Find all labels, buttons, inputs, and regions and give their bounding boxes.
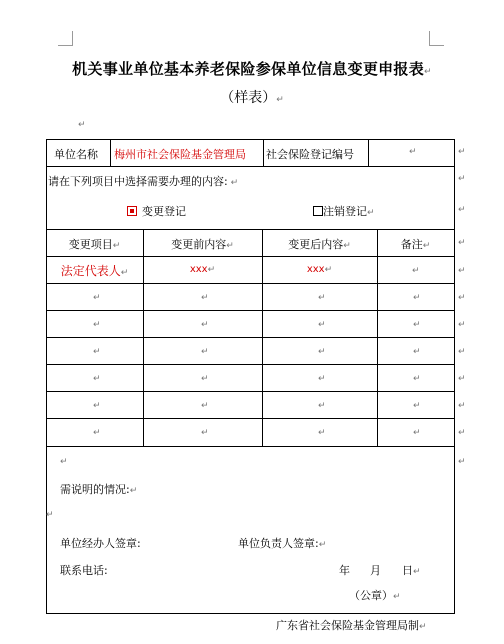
row-divider [46, 310, 455, 311]
cell-mark: ↵ [413, 320, 421, 330]
table-border-right [454, 139, 455, 614]
row-divider [46, 283, 455, 284]
footer-issuer: 广东省社会保险基金管理局制↵ [276, 619, 427, 632]
cell-mark: ↵ [93, 347, 101, 357]
cell-mark: ↵ [93, 428, 101, 438]
row-divider [46, 166, 455, 167]
change-registration-checkbox[interactable] [127, 206, 137, 216]
date-day: 日↵ [402, 564, 421, 577]
table-border-top [46, 139, 455, 140]
cell-mark: ↵ [318, 347, 326, 357]
paragraph-mark: ↵ [46, 510, 54, 520]
unit-name-label: 单位名称 [54, 148, 98, 161]
document-subtitle: （样表）↵ [220, 90, 284, 106]
col-divider [368, 139, 369, 167]
cell-mark: ↵ [413, 401, 421, 411]
cell-mark: ↵ [318, 401, 326, 411]
row-end-mark: ↵ [458, 457, 466, 467]
row-end-mark: ↵ [458, 205, 466, 215]
cell-mark: ↵ [93, 401, 101, 411]
unit-name-value: 梅州市社会保险基金管理局 [114, 148, 246, 161]
header-remarks: 备注↵ [400, 238, 431, 251]
row-divider [46, 364, 455, 365]
col-divider [110, 139, 111, 167]
cell-mark: ↵ [201, 293, 209, 303]
row-divider [46, 446, 455, 447]
paragraph-mark: ↵ [78, 120, 86, 130]
cancel-registration-checkbox[interactable] [313, 206, 323, 216]
cell-mark: ↵ [318, 320, 326, 330]
phone-label: 联系电话: [60, 564, 108, 577]
date-year: 年 [339, 564, 350, 577]
cell-mark: ↵ [409, 147, 417, 157]
row-end-mark: ↵ [458, 238, 466, 248]
cell-mark: ↵ [93, 374, 101, 384]
handler-sign-label: 单位经办人签章: [60, 537, 141, 550]
col-divider [377, 229, 378, 447]
table-border-bottom [46, 613, 455, 614]
row-end-mark: ↵ [458, 428, 466, 438]
cell-mark: ↵ [318, 428, 326, 438]
row-divider [46, 418, 455, 419]
row-end-mark: ↵ [458, 293, 466, 303]
cell-mark: ↵ [93, 293, 101, 303]
document-title: 机关事业单位基本养老保险参保单位信息变更申报表↵ [72, 60, 432, 78]
cell-mark: ↵ [201, 374, 209, 384]
official-seal-label: （公章）↵ [349, 589, 401, 602]
cell-mark: ↵ [318, 293, 326, 303]
change-registration-label: 变更登记 [142, 205, 186, 218]
row-divider [46, 256, 455, 257]
header-before-content: 变更前内容↵ [171, 238, 234, 251]
table-border-left [46, 139, 47, 614]
crop-mark-top-left [58, 31, 73, 46]
crop-mark-top-right [429, 31, 444, 46]
row-end-mark: ↵ [458, 320, 466, 330]
cell-mark: ↵ [413, 428, 421, 438]
row-divider [46, 391, 455, 392]
cell-mark: ↵ [413, 347, 421, 357]
cell-mark: ↵ [413, 374, 421, 384]
cell-mark: ↵ [413, 293, 421, 303]
header-after-content: 变更后内容↵ [288, 238, 351, 251]
cell-mark: ↵ [201, 428, 209, 438]
insurance-reg-label: 社会保险登记编号 [266, 148, 354, 161]
table-cell-remarks: ↵ [412, 266, 420, 276]
table-cell-after: xxx↵ [306, 264, 333, 275]
row-end-mark: ↵ [458, 347, 466, 357]
cancel-registration-label: 注销登记↵ [323, 205, 375, 218]
cell-mark: ↵ [201, 320, 209, 330]
cell-mark: ↵ [93, 320, 101, 330]
row-end-mark: ↵ [458, 147, 466, 157]
cell-mark: ↵ [201, 401, 209, 411]
cell-mark: ↵ [201, 347, 209, 357]
leader-sign-label: 单位负责人签章:↵ [238, 537, 327, 550]
col-divider [143, 229, 144, 447]
col-divider [262, 229, 263, 447]
paragraph-mark: ↵ [60, 457, 68, 467]
row-divider [46, 337, 455, 338]
row-end-mark: ↵ [458, 374, 466, 384]
explanation-label: 需说明的情况:↵ [60, 483, 138, 496]
row-end-mark: ↵ [458, 174, 466, 184]
table-cell-change-item: 法定代表人↵ [60, 264, 129, 278]
col-divider [263, 139, 264, 167]
cell-mark: ↵ [318, 374, 326, 384]
row-divider [46, 229, 455, 230]
header-change-item: 变更项目↵ [68, 238, 121, 251]
date-month: 月 [370, 564, 381, 577]
instruction-text: 请在下列项目中选择需要办理的内容: ↵ [48, 175, 239, 188]
row-end-mark: ↵ [458, 266, 466, 276]
row-end-mark: ↵ [458, 401, 466, 411]
table-cell-before: xxx↵ [189, 264, 216, 275]
